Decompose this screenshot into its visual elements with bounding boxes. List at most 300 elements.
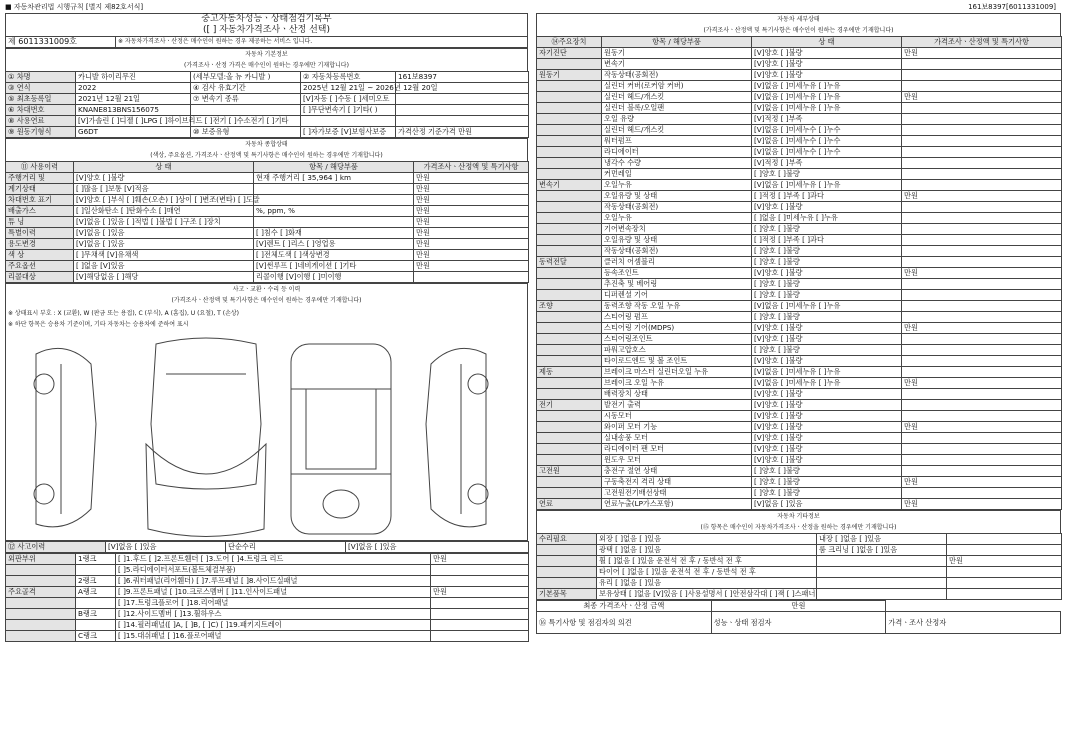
table-cell: 구동축전지 격리 상태: [602, 477, 752, 488]
table-row: [537, 301, 1062, 312]
table-cell: ④ 검사 유효기간: [191, 83, 301, 94]
table-cell: 만원: [414, 195, 529, 206]
table-row: [6, 217, 529, 228]
table-cell: 광택 [ ]없음 [ ]있음: [597, 545, 817, 556]
table-cell: 오일유량 및 상태: [602, 235, 752, 246]
table-cell: 실린더 헤드/개스킷: [602, 125, 752, 136]
table-cell: [76, 598, 116, 609]
table-cell: ⑯ 특기사항 및 점검자의 의견: [537, 612, 712, 634]
table-row: [537, 257, 1062, 268]
table-cell: 만원: [414, 173, 529, 184]
table-cell: [ ]무채색 [V]유채색: [74, 250, 254, 261]
table-row: [537, 411, 1062, 422]
table-row: [537, 70, 1062, 81]
table-cell: [431, 565, 529, 576]
table-row: [537, 290, 1062, 301]
table-cell: [537, 235, 602, 246]
table-cell: [902, 70, 1062, 81]
table-cell: ⑤ 최초등록일: [6, 94, 76, 105]
table-cell: [902, 301, 1062, 312]
table-cell: [V]양호 [ ]불량: [752, 411, 902, 422]
table-row: [537, 556, 1062, 567]
table-cell: [902, 246, 1062, 257]
table-row: [537, 213, 1062, 224]
table-cell: 실내송풍 모터: [602, 433, 752, 444]
table-cell: [ ]양호 [ ]불량: [752, 488, 902, 499]
table-cell: 파워고압호스: [602, 345, 752, 356]
table-cell: [902, 433, 1062, 444]
table-cell: 배출가스: [6, 206, 74, 217]
table-row: [537, 92, 1062, 103]
table-row: [537, 268, 1062, 279]
table-cell: [V]적정 [ ]부족: [752, 158, 902, 169]
table-cell: [537, 246, 602, 257]
table-cell: [431, 598, 529, 609]
table-cell: 내장 [ ]없음 [ ]있음: [817, 534, 947, 545]
table-cell: [902, 455, 1062, 466]
table-cell: 가격ㆍ조사 산정자: [886, 612, 1061, 634]
table-cell: 원동기: [602, 48, 752, 59]
table-cell: [6, 565, 76, 576]
etc-table: [536, 533, 1062, 600]
table-row: [537, 345, 1062, 356]
table-cell: 전기: [537, 400, 602, 411]
table-cell: [V]양호 [ ]불량: [752, 334, 902, 345]
table-row: [6, 94, 529, 105]
table-cell: [V]양호 [ ]불량: [752, 389, 902, 400]
table-cell: 등속조인트: [602, 268, 752, 279]
table-cell: [537, 224, 602, 235]
table-cell: 커먼레일: [602, 169, 752, 180]
table-cell: [902, 213, 1062, 224]
table-cell: [V]양호 [ ]불량: [752, 59, 902, 70]
table-row: [537, 499, 1062, 510]
table-cell: [ ]양호 [ ]불량: [752, 466, 902, 477]
table-cell: 윈도우 모터: [602, 455, 752, 466]
table-cell: [537, 290, 602, 301]
table-cell: 만원: [902, 92, 1062, 103]
table-cell: 변속기: [602, 59, 752, 70]
table-cell: 만원: [414, 250, 529, 261]
table-cell: 와이퍼 모터 기능: [602, 422, 752, 433]
table-cell: [537, 81, 602, 92]
table-cell: [537, 59, 602, 70]
table-cell: 리콜이행 [V]이행 [ ]미이행: [254, 272, 414, 283]
table-header-cell: 항목 / 해당부품: [602, 37, 752, 48]
table-cell: [902, 147, 1062, 158]
table-cell: [537, 147, 602, 158]
table-row: [537, 367, 1062, 378]
table-cell: [V]양호 [ ]불량: [752, 433, 902, 444]
table-row: [6, 206, 529, 217]
table-cell: [537, 444, 602, 455]
table-cell: [V]없음 [ ]미세누유 [ ]누유: [752, 378, 902, 389]
table-cell: [902, 158, 1062, 169]
table-cell: [947, 578, 1062, 589]
table-cell: 실린더 커버(로커암 커버): [602, 81, 752, 92]
table-cell: [ ]없음 [V]있음: [74, 261, 254, 272]
table-cell: 연료: [537, 499, 602, 510]
table-cell: 만원: [902, 378, 1062, 389]
car-diagram: [6, 334, 527, 539]
table-cell: [254, 217, 414, 228]
table-cell: 만원: [902, 477, 1062, 488]
table-cell: [6, 609, 76, 620]
table-cell: 외판부위: [6, 554, 76, 565]
table-cell: [902, 411, 1062, 422]
table-cell: 만원: [902, 499, 1062, 510]
table-cell: [537, 455, 602, 466]
table-cell: [902, 279, 1062, 290]
exchange-table: [5, 553, 529, 642]
table-cell: [ ]양호 [ ]불량: [752, 312, 902, 323]
table-cell: [V]양호 [ ]불량: [752, 400, 902, 411]
table-cell: [V]양호 [ ]불량: [752, 70, 902, 81]
table-cell: [ ]9.프론트패널 [ ]10.크로스멤버 [ ]11.인사이드패널: [116, 587, 431, 598]
table-cell: [902, 488, 1062, 499]
table-cell: [537, 92, 602, 103]
table-cell: [V]없음 [ ]있음: [106, 542, 226, 553]
table-cell: KNANE813BNS156075: [76, 105, 191, 116]
table-row: [6, 565, 529, 576]
table-row: [6, 542, 529, 553]
table-header-cell: 가격조사ㆍ산정액 및 특기사항: [902, 37, 1062, 48]
table-row: [537, 356, 1062, 367]
table-cell: [431, 631, 529, 642]
table-cell: [ ]많음 [ ]보통 [V]적음: [74, 184, 254, 195]
table-cell: [537, 169, 602, 180]
table-cell: [ ]적정 [ ]부족 [ ]과다: [752, 235, 902, 246]
table-row: [537, 455, 1062, 466]
table-cell: [V]양호 [ ]부식 [ ]훼손(오손) [ ]상이 [ ]변조(변타) [ ]도말: [74, 195, 254, 206]
table-cell: [817, 589, 947, 600]
table-row: [6, 228, 529, 239]
table-cell: [V]양호 [ ]불량: [752, 48, 902, 59]
table-cell: 만원: [414, 184, 529, 195]
table-cell: 현재 주행거리 [ 35,964 ] km: [254, 173, 414, 184]
table-cell: 실린더 헤드/개스킷: [602, 92, 752, 103]
table-cell: 클러치 어셈블리: [602, 257, 752, 268]
table-cell: 1랭크: [76, 554, 116, 565]
table-cell: 유리 [ ]없음 [ ]있음: [597, 578, 817, 589]
table-header-cell: ⑭주요장치: [537, 37, 602, 48]
table-cell: 만원: [902, 422, 1062, 433]
table-row: [537, 246, 1062, 257]
table-cell: [902, 312, 1062, 323]
table-cell: 2025년 12월 21일 ~ 2026년 12월 20일: [301, 83, 396, 94]
table-cell: ② 자동차등록번호: [301, 72, 396, 83]
table-row: [537, 433, 1062, 444]
table-cell: ⑥ 차대번호: [6, 105, 76, 116]
table-cell: [537, 125, 602, 136]
car-diagram-area: ※ 상태표시 부호 : X (교환), W (판금 또는 용접), C (부식), A (흠집), U (요철), T (손상) ※ 하단 항목은 승용차 기준이며, 기타 자동차는 승용차에 준하여 표시: [5, 306, 528, 541]
table-row: [537, 477, 1062, 488]
table-cell: [537, 433, 602, 444]
table-row: [537, 422, 1062, 433]
table-cell: [ ]없음 [ ]미세누유 [ ]누유: [752, 213, 902, 224]
table-row: [6, 83, 529, 94]
table-cell: [537, 345, 602, 356]
table-cell: [817, 567, 947, 578]
table-cell: 연료누출(LP가스포함): [602, 499, 752, 510]
table-row: [6, 239, 529, 250]
table-cell: [V]없음 [ ]미세누유 [ ]누유: [752, 367, 902, 378]
table-row: [6, 587, 529, 598]
table-cell: 2022: [76, 83, 191, 94]
table-cell: [V]없음 [ ]미세누유 [ ]누유: [752, 92, 902, 103]
detail-table: [536, 36, 1062, 510]
form-header-right: 161보8397[6011331009]: [968, 3, 1056, 11]
table-cell: [537, 103, 602, 114]
table-cell: 타이로드엔드 및 볼 조인트: [602, 356, 752, 367]
table-cell: [902, 345, 1062, 356]
table-cell: 오일 유량: [602, 114, 752, 125]
table-cell: [V]없음 [ ]있음: [74, 228, 254, 239]
table-cell: 만원: [947, 556, 1062, 567]
state-table: [5, 161, 529, 283]
table-cell: 오일누유: [602, 180, 752, 191]
table-cell: 실린더 블록/오일팬: [602, 103, 752, 114]
table-cell: [817, 556, 947, 567]
table-cell: [V]없음 [ ]미세누수 [ ]누수: [752, 147, 902, 158]
table-cell: 동력조향 작동 오일 누유: [602, 301, 752, 312]
table-cell: [ ]양호 [ ]불량: [752, 224, 902, 235]
table-cell: [902, 257, 1062, 268]
table-cell: [ ]15.대쉬패널 [ ]16.플로어패널: [116, 631, 431, 642]
table-cell: [V]없음 [ ]미세누유 [ ]누유: [752, 180, 902, 191]
table-cell: 작동상태(공회전): [602, 202, 752, 213]
table-row: [537, 224, 1062, 235]
table-cell: [V]없음 [ ]있음 [ ]적법 [ ]불법 [ ]구조 [ ]장치: [74, 217, 254, 228]
table-cell: 브레이크 오일 누유: [602, 378, 752, 389]
table-cell: [V]렌트 [ ]리스 [ ]영업용: [254, 239, 414, 250]
table-cell: [V]썬루프 [ ]네비게이션 [ ]기타: [254, 261, 414, 272]
table-cell: [ ]양호 [ ]불량: [752, 257, 902, 268]
table-row: [537, 114, 1062, 125]
table-cell: [254, 184, 414, 195]
table-cell: ① 차명: [6, 72, 76, 83]
table-cell: [902, 235, 1062, 246]
table-cell: [V]가솔린 [ ]디젤 [ ]LPG [ ]하이브리드 [ ]전기 [ ]수소전기 [ ]기타: [76, 116, 191, 127]
inspector-row: [537, 612, 1061, 634]
table-cell: [6, 576, 76, 587]
table-cell: 디퍼렌셜 기어: [602, 290, 752, 301]
table-cell: 만원: [414, 261, 529, 272]
table-cell: (세부모델:올 뉴 카니발 ): [191, 72, 301, 83]
table-cell: [396, 116, 529, 127]
table-cell: [902, 389, 1062, 400]
table-cell: 고전원전기배선상태: [602, 488, 752, 499]
table-header-cell: 항목 / 해당부품: [254, 162, 414, 173]
table-cell: [ ]적정 [ ]부족 [ ]과다: [752, 191, 902, 202]
table-cell: 원동기: [537, 70, 602, 81]
table-row: [537, 389, 1062, 400]
table-cell: [537, 334, 602, 345]
table-cell: [537, 389, 602, 400]
table-row: [537, 59, 1062, 70]
table-cell: [ ]자가보증 [V]보험사보증: [301, 127, 396, 138]
table-row: [6, 631, 529, 642]
table-cell: [ ]12.사이드멤버 [ ]13.휠하우스: [116, 609, 431, 620]
table-cell: 외장 [ ]없음 [ ]있음: [597, 534, 817, 545]
table-cell: 스티어링조인트: [602, 334, 752, 345]
table-cell: [V]양호 [ ]불량: [752, 455, 902, 466]
table-cell: 브레이크 마스터 실린더오일 누유: [602, 367, 752, 378]
table-cell: [V]자동 [ ]수동 [ ]세미오토: [301, 94, 396, 105]
table-cell: [537, 567, 597, 578]
table-row: [6, 173, 529, 184]
table-cell: 제동: [537, 367, 602, 378]
table-cell: [537, 312, 602, 323]
table-cell: 냉각수 수량: [602, 158, 752, 169]
table-cell: [301, 116, 396, 127]
table-row: [6, 116, 529, 127]
table-row: [537, 378, 1062, 389]
table-cell: [902, 367, 1062, 378]
table-row: [537, 567, 1062, 578]
table-row: [537, 444, 1062, 455]
table-cell: [ ]17.트렁크플로어 [ ]18.리어패널: [116, 598, 431, 609]
table-cell: [V]양호 [ ]불량: [752, 356, 902, 367]
table-row: [537, 334, 1062, 345]
table-cell: 만원: [414, 228, 529, 239]
car-top-front-icon: [146, 338, 266, 537]
table-cell: [V]없음 [ ]미세누유 [ ]누유: [752, 81, 902, 92]
table-cell: [902, 81, 1062, 92]
detail-title: 자동차 세부상태 (가격조사ㆍ산정액 및 특기사항은 매수인이 원하는 경우에만 기재합니다): [536, 13, 1061, 36]
table-cell: 2021년 12월 21일: [76, 94, 191, 105]
table-cell: 라디에이터: [602, 147, 752, 158]
table-row: [6, 72, 529, 83]
table-row: [6, 598, 529, 609]
table-row: [537, 235, 1062, 246]
table-cell: [537, 191, 602, 202]
table-cell: 자기진단: [537, 48, 602, 59]
table-cell: [902, 224, 1062, 235]
table-cell: [902, 356, 1062, 367]
table-cell: 수리필요: [537, 534, 597, 545]
table-cell: 계기상태: [6, 184, 74, 195]
table-row: [537, 180, 1062, 191]
table-row: [537, 202, 1062, 213]
table-cell: 가격산정 기준가격 만원: [396, 127, 529, 138]
table-cell: [ ]양호 [ ]불량: [752, 279, 902, 290]
form-title: 중고자동차성능ㆍ상태점검기록부 ([ ] 자동차가격조사ㆍ산정 선택): [5, 13, 528, 36]
table-cell: 만원: [414, 206, 529, 217]
table-cell: [6, 620, 76, 631]
table-row: [537, 400, 1062, 411]
table-row: [537, 312, 1062, 323]
table-cell: [902, 59, 1062, 70]
table-row: [537, 169, 1062, 180]
table-cell: [902, 290, 1062, 301]
table-cell: [76, 565, 116, 576]
table-cell: 동력전달: [537, 257, 602, 268]
table-cell: 주행거리 및: [6, 173, 74, 184]
car-frame-icon: [291, 344, 391, 534]
table-header-cell: 가격조사ㆍ산정액 및 특기사항: [414, 162, 529, 173]
table-cell: [V]없음 [ ]미세누유 [ ]누유: [752, 103, 902, 114]
etc-title: 자동차 기타정보 (⑮ 항목은 매수인이 자동차가격조사ㆍ산정을 원하는 경우에만 기재합니다): [536, 510, 1061, 533]
table-cell: [537, 268, 602, 279]
table-cell: [396, 105, 529, 116]
table-cell: [V]양호 [ ]불량: [752, 323, 902, 334]
table-cell: 휠 [ ]없음 [ ]있음 운전석 전 후 / 동반석 전 후: [597, 556, 817, 567]
table-cell: 성능ㆍ상태 점검자: [711, 612, 886, 634]
table-cell: 배력장치 상태: [602, 389, 752, 400]
table-cell: B랭크: [76, 609, 116, 620]
table-cell: [V]양호 [ ]불량: [752, 444, 902, 455]
table-cell: ③ 연식: [6, 83, 76, 94]
table-cell: 충전구 절연 상태: [602, 466, 752, 477]
table-cell: 오일유량 및 상태: [602, 191, 752, 202]
table-cell: [537, 136, 602, 147]
table-cell: 만원: [902, 48, 1062, 59]
table-cell: [ ]양호 [ ]불량: [752, 246, 902, 257]
table-row: [6, 127, 529, 138]
table-cell: [V]없음 [ ]미세누수 [ ]누수: [752, 136, 902, 147]
table-cell: 카니발 하이리무진: [76, 72, 191, 83]
table-cell: [537, 323, 602, 334]
table-cell: 기본품목: [537, 589, 597, 600]
table-cell: [537, 356, 602, 367]
table-cell: A랭크: [76, 587, 116, 598]
table-cell: [V]양호 [ ]불량: [74, 173, 254, 184]
table-cell: 추진축 및 베어링: [602, 279, 752, 290]
table-cell: [ ]전체도색 [ ]색상변경: [254, 250, 414, 261]
table-row: [537, 589, 1062, 600]
table-cell: [V]없음 [ ]미세누유 [ ]누유: [752, 301, 902, 312]
table-cell: 만원: [902, 191, 1062, 202]
table-row: [537, 81, 1062, 92]
table-cell: [431, 576, 529, 587]
table-cell: [537, 545, 597, 556]
table-cell: 색 상: [6, 250, 74, 261]
table-row: [537, 147, 1062, 158]
car-side-right-icon: [426, 348, 488, 526]
table-cell: [817, 578, 947, 589]
table-header-cell: 상 태: [752, 37, 902, 48]
table-cell: [902, 444, 1062, 455]
table-cell: 타이어 [ ]없음 [ ]있음 운전석 전 후 / 동반석 전 후: [597, 567, 817, 578]
table-cell: [V]없음 [ ]있음: [346, 542, 529, 553]
table-row: [6, 250, 529, 261]
table-cell: [537, 422, 602, 433]
table-row: [537, 125, 1062, 136]
table-cell: [V]적정 [ ]부족: [752, 114, 902, 125]
table-cell: 시동모터: [602, 411, 752, 422]
table-cell: [902, 114, 1062, 125]
table-cell: [V]양호 [ ]불량: [752, 202, 902, 213]
table-cell: [ ]5.라디에이터서포트(볼트체결부품): [116, 565, 431, 576]
table-cell: [ ]14.필러패널([ ]A, [ ]B, [ ]C) [ ]19.패키지트레이: [116, 620, 431, 631]
table-cell: 만원: [431, 587, 529, 598]
state-title: 자동차 종합상태 (색상, 주요옵션, 가격조사ㆍ산정액 및 특기사항은 매수인이 원하는 경우에만 기재합니다): [5, 138, 528, 161]
table-row: [537, 545, 1062, 556]
table-cell: [431, 609, 529, 620]
final-price-row: [537, 601, 1061, 612]
table-cell: [537, 488, 602, 499]
table-cell: [414, 272, 529, 283]
table-cell: 주요골격: [6, 587, 76, 598]
table-cell: [ ]일산화탄소 [ ]탄화수소 [ ]매연: [74, 206, 254, 217]
table-cell: [76, 620, 116, 631]
table-cell: 스티어링 기어(MDPS): [602, 323, 752, 334]
table-cell: [947, 534, 1062, 545]
table-row: [537, 578, 1062, 589]
footer-table: [536, 600, 1061, 634]
table-cell: [V]없음 [ ]미세누수 [ ]누수: [752, 125, 902, 136]
